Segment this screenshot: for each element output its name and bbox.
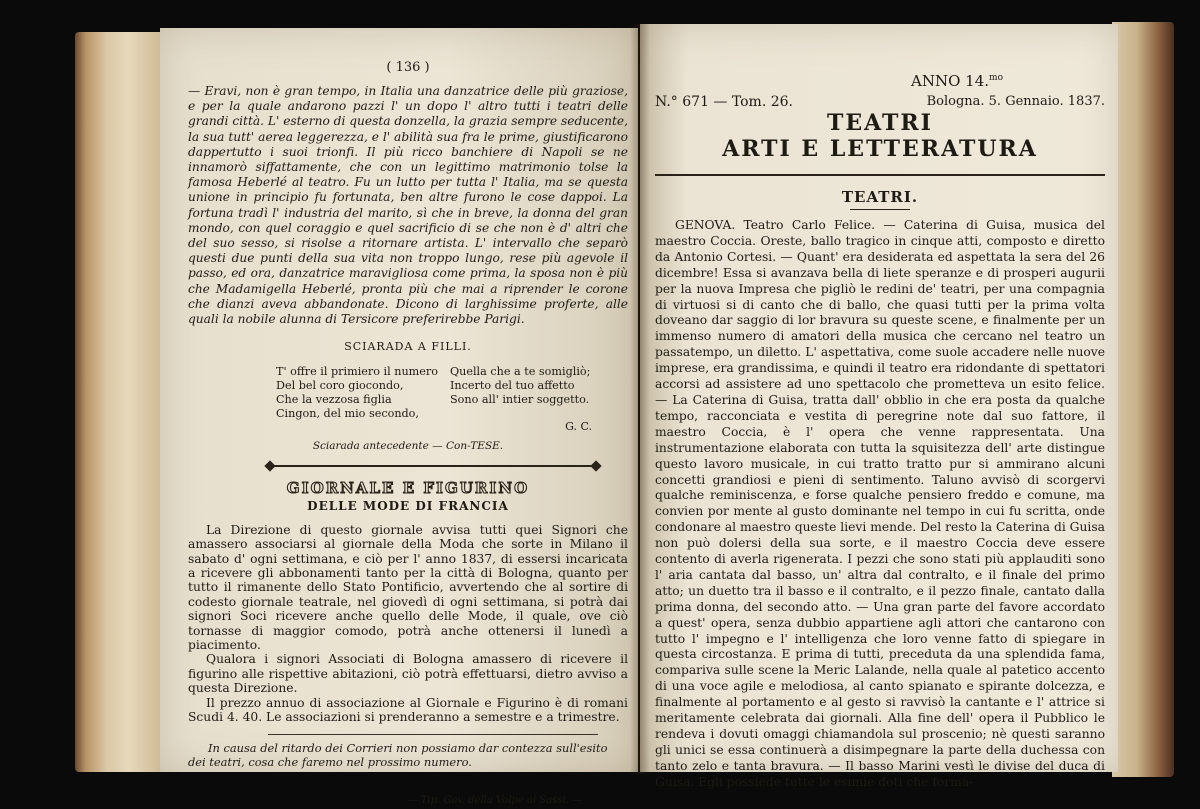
verse-column-right: [450, 365, 590, 421]
verse-line: Quella che a te somigliò;: [449, 365, 591, 379]
sciarada-title: SCIARADA A FILLI.: [344, 340, 472, 354]
giornale-title: GIORNALE E FIGURINO: [286, 478, 530, 497]
teatri-paragraph: GENOVA. Teatro Carlo Felice. — Caterina di Guisa, musica del maestro Coccia. Oreste, ballo tragico in cinque atti, composto e diretto da Antonio Cortesi. — Quant' era desiderata ed aspettata la sera del 26 dicembre! Essa si avanzava bella di liete speranze e di prosperi augurii per la nuova Impresa che pigliò le redini de' teatri, per una compagnia di virtuosi si di canto che di ballo, che quasi tutti per la prima volta doveano dar saggio di lor bravura su queste scene, e finalmente per un immenso numero di amatori della musica che cercano nel teatro un passatempo, un diletto. L' aspettativa, come suole accadere nelle nuove imprese, era grandissima, e quindi il teatro era ridondante di spettatori accorsi ad assistere ad uno spettacolo che prometteva un esito felice. — La Caterina di Guisa, tratta dall' obblio in che era posta da qualche tempo, racconciata e vestita di peregrine note dal suo fattore, il maestro Coccia, è l' opera che venne rappresentata. Una instrumentazione elaborata con tutta la squisitezza dell' arte distingue questo lavoro musicale, in cui tratto tratto pur si ammirano alcuni concetti grandiosi e pieni di sentimento. Taluno avvisò di scorgervi qualche reminiscenza, e forse qualche pensiero freddo e comune, ma convien por mente al gusto dominante nel tempo in cui fu scritta, onde condonare al maestro queste lievi mende. Del resto la Caterina di Guisa non può dolersi della sua sorte, e il maestro Coccia deve essere contento di averla rigenerata. I pezzi che sono stati più applauditi sono l' aria cantata dal basso, un' altra dal contralto, e il finale del primo atto; un duetto tra il basso e il contralto, e il pezzo finale, cantato dalla prima donna, del secondo atto. — Una gran parte del favore accordato a quest' opera, senza dubbio appartiene agli attori che cantarono con tutto l' impegno e l' intelligenza che loro venne fatto di spiegare in questa circostanza. E prima di tutti, preceduta da una splendida fama, compariva sulle scene la Meric Lalande, nella quale al patetico accento di una voce agile e melodiosa, al canto spianato e spirante dolcezza, e finalmente al portamento e al gesto si ravvisò la cantante e l' attrice si meritamente celebrata dai giornali. Alla fine dell' opera il Pubblico le rendeva i dovuti omaggi chiamandola sul proscenio; nè questi saranno gli unici se essa continuerà a disimpegnare la parte della duchessa con tanto zelo e tanta bravura. — Il basso Marini vestì le divise del duca di Guisa. Egli possiede tutte le esimie doti che forma-: [655, 218, 1105, 789]
verse-line: Che la vezzosa figlia: [276, 393, 392, 407]
masthead-line2: ARTI E LETTERATURA: [722, 136, 1038, 162]
book-gutter: [630, 24, 650, 774]
section-rule: [850, 209, 910, 210]
issue-date: Bologna. 5. Gennaio. 1837.: [926, 94, 1105, 109]
verse-line: Del bel coro giocondo,: [276, 379, 404, 393]
sciarada-verse: [276, 365, 591, 421]
giornale-paragraph: Il prezzo annuo di associazione al Giornale e Figurino è di romani Scudi 4. 40. Le associazioni si prenderanno a semestre e a trimestre.: [188, 695, 628, 724]
masthead-line1: TEATRI: [827, 110, 933, 136]
masthead-rule: [655, 174, 1105, 176]
section-heading: TEATRI.: [841, 188, 919, 206]
verse-line: Incerto del tuo affetto: [449, 379, 575, 393]
issue-header: [655, 94, 1105, 110]
right-page-content: [655, 72, 1105, 791]
left-page-content: [188, 60, 628, 809]
book-left-edge: [75, 32, 165, 772]
giornale-subtitle: DELLE MODE DI FRANCIA: [307, 498, 509, 513]
verse-line: Sono all' intier soggetto.: [449, 393, 590, 407]
verse-column-left: [276, 365, 438, 421]
teatri-body: [655, 218, 1105, 791]
issue-number: N.° 671 — Tom. 26.: [655, 94, 793, 110]
sciarada-antecedente: Sciarada antecedente — Con-TESE.: [312, 439, 504, 452]
corrieri-note: In causa del ritardo dei Corrieri non possiamo dar contezza sull'esito dei teatri, cosa che faremo nel prossimo numero.: [188, 741, 608, 770]
anno-label: [655, 72, 1003, 90]
verse-line: Cingon, del mio secondo,: [276, 407, 419, 421]
anno-superscript: mo: [989, 73, 1003, 83]
intro-paragraph: — Eravi, non è gran tempo, in Italia una danzatrice delle più graziose, e per la quale andarono pazzi l' un dopo l' altro tutti i teatri delle grandi città. L' esterno di questa donzella, la grazia sempre seducente, la sua tutt' aerea leggerezza, e l' abilità sua fra le prime, giustificarono dappertutto i suoi trionfi. Il più ricco banchiere di Napoli se ne innamorò siffattamente, che con un legittimo matrimonio tolse la famosa Heberlé al teatro. Fu un lutto per tutta l' Italia, ma se questa unione in principio fu fortunata, ben altre furono le cose dappoi. La fortuna tradì l' industria del marito, sì che in breve, la donna del gran mondo, con quel coraggio e quel sacrificio di se che non è d' altri che del suo sesso, si risolse a ritornare artista. L' intervallo che separò questi due punti della sua vita non troppo lungo, rese più agevole il passo, ed ora, danzatrice maravigliosa come prima, la sposa non è più che Madamigella Heberlé, pronta più che mai a riprender le corone che dianzi aveva abbandonate. Dicono di larghissime proferte, alle quali la nobile alunna di Tersicore preferirebbe Parigi.: [188, 83, 628, 326]
page-number: ( 136 ): [386, 60, 430, 75]
giornale-body: [188, 523, 628, 725]
divider: [268, 734, 598, 735]
anno-text: ANNO 14.: [911, 72, 990, 90]
book-right-edge: [1112, 22, 1174, 777]
giornale-paragraph: La Direzione di questo giornale avvisa tutti quei Signori che amassero associarsi al giornale della Moda che sorte in Milano il sabato d' ogni settimana, e ciò per l' anno 1837, di essersi incaricata a ricevere gli abbonamenti tanto per la città di Bologna, quanto per tutto il rimanente dello Stato Pontificio, avvertendo che al sortire di codesto giornale teatrale, nel giovedì di ogni settimana, si potrà dai signori Soci ricevere anche quello delle Mode, il quale, ove ciò tornasse di maggior comodo, potrà anche ottenersi il lunedì a piacimento.: [188, 522, 628, 652]
ornamental-divider: [268, 461, 598, 471]
printer-line: — Tip. Gov. della Volpe al Sassi. —: [407, 795, 582, 807]
giornale-paragraph: Qualora i signori Associati di Bologna amassero di ricevere il figurino alle rispettive abitazioni, ciò potrà effettuarsi, dietro avviso a questa Direzione.: [188, 652, 628, 696]
verse-signature: G. C.: [565, 420, 592, 434]
verse-line: T' offre il primiero il numero: [276, 365, 438, 379]
